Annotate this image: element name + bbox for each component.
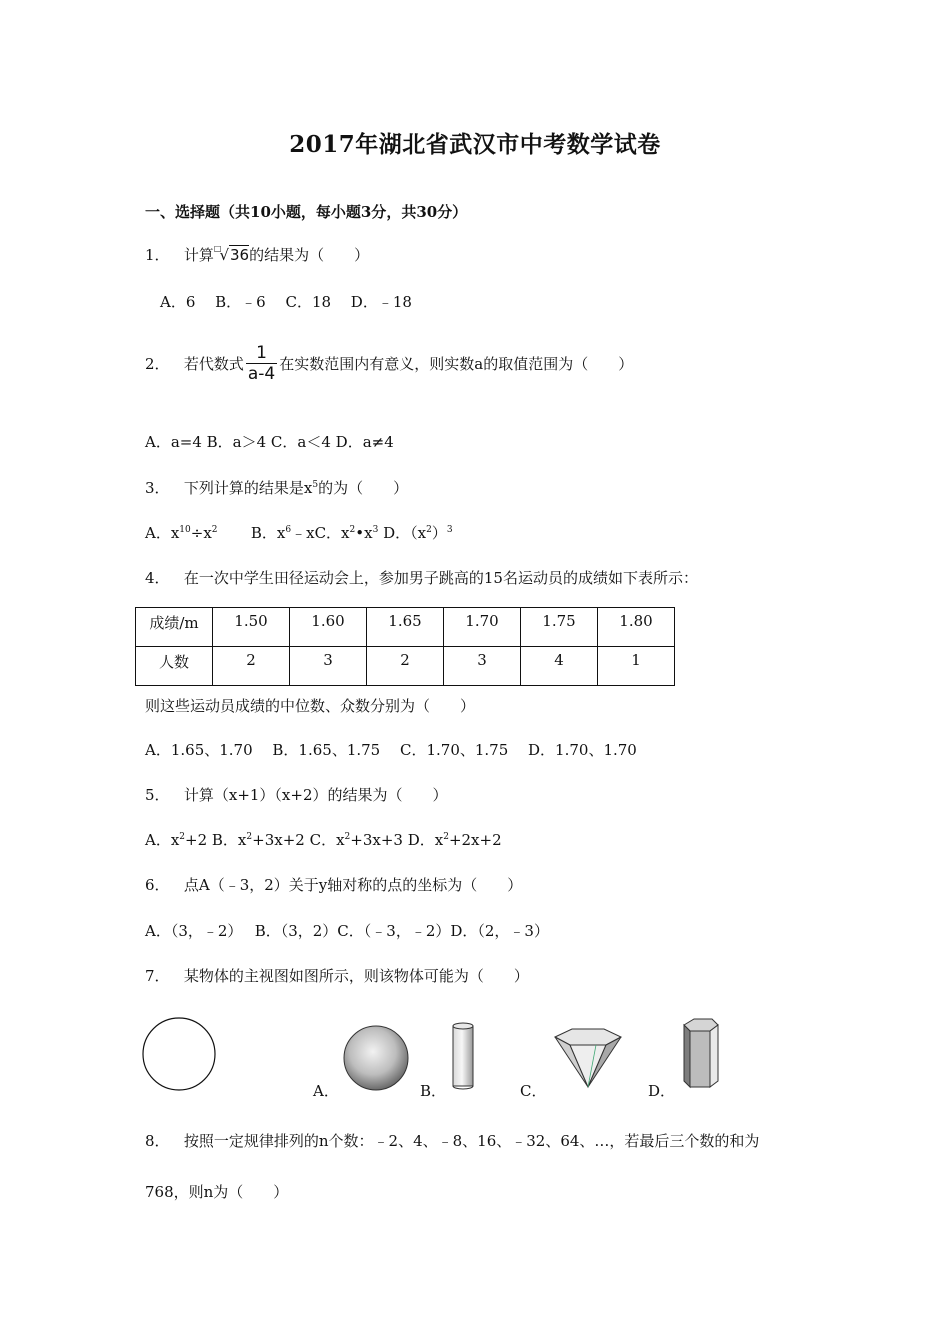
question-number: 6．: [145, 876, 170, 894]
exponent: 2: [246, 832, 253, 842]
section-heading: 一、选择题（共10小题，每小题3分，共30分）: [145, 203, 468, 221]
table-cell: 2: [367, 647, 444, 686]
table-cell: 1: [598, 647, 675, 686]
table-cell: 1.75: [521, 608, 598, 647]
question-text: 按照一定规律排列的n个数：﹣2、4、﹣8、16、﹣32、64、…，若最后三个数的和为: [183, 1132, 760, 1150]
fraction-denominator: a-4: [247, 364, 276, 384]
option-a-label: A．: [313, 1082, 339, 1100]
option-a-text: ÷x: [190, 524, 212, 542]
question-number: 2．: [145, 355, 170, 373]
question-text: 点A（﹣3，2）关于y轴对称的点的坐标为（ ）: [183, 876, 523, 894]
question-5-options: [145, 829, 502, 850]
question-text: 若代数式: [183, 355, 244, 373]
option-d-text: ）: [431, 524, 447, 542]
question-text: 某物体的主视图如图所示，则该物体可能为（ ）: [183, 967, 529, 985]
question-text: 计算（x+1）（x+2）的结果为（ ）: [183, 786, 448, 804]
option-d-label: D．: [648, 1082, 676, 1100]
exponent: 3: [372, 525, 379, 535]
table-row: [136, 608, 675, 647]
table-cell: 3: [444, 647, 521, 686]
sphere-figure: [340, 1022, 412, 1094]
option-c-label: C．: [520, 1082, 547, 1100]
exponent: 2: [443, 832, 449, 842]
option-d-text: +2x+2: [448, 831, 502, 849]
question-text-tail: 的为（ ）: [318, 479, 409, 497]
page-title: 2017年湖北省武汉市中考数学试卷: [289, 131, 661, 158]
question-number: 5．: [145, 786, 170, 804]
score-table: [135, 607, 675, 686]
option-c-text: •x: [355, 524, 373, 542]
question-text: 在一次中学生田径运动会上，参加男子跳高的15名运动员的成绩如下表所示：: [183, 569, 698, 587]
question-2: [145, 343, 633, 384]
table-cell: 1.60: [290, 608, 367, 647]
question-number: 4．: [145, 569, 170, 587]
question-number: 3．: [145, 479, 170, 497]
question-number: 1．: [145, 246, 170, 264]
exponent: 2: [349, 525, 356, 535]
question-1: [145, 244, 369, 265]
question-3-options: [145, 522, 453, 543]
option-a: A．x: [145, 524, 180, 542]
question-text-tail: 在实数范围内有意义，则实数a的取值范围为（ ）: [279, 355, 634, 373]
question-4: [145, 567, 698, 588]
table-cell: 1.50: [213, 608, 290, 647]
question-2-options: A．a=4 B．a＞4 C．a＜4 D．a≠4: [145, 433, 394, 451]
question-text-tail: 的结果为（ ）: [249, 246, 370, 264]
pyramid-figure: [550, 1025, 626, 1093]
exponent: 2: [211, 525, 218, 535]
option-d: D．（x: [383, 524, 427, 542]
exponent: 2: [344, 832, 351, 842]
option-c: ﹣xC．x: [291, 524, 350, 542]
cylinder-figure: [448, 1020, 478, 1092]
exponent: 5: [312, 480, 319, 490]
table-cell: 1.70: [444, 608, 521, 647]
table-cell: 3: [290, 647, 367, 686]
option-a: A．x: [145, 831, 180, 849]
question-4-prompt: 则这些运动员成绩的中位数、众数分别为（ ）: [145, 697, 476, 715]
question-8-continued: 768，则n为（ ）: [145, 1183, 289, 1201]
cube-root-expression: □√36: [213, 244, 250, 264]
question-7: [145, 965, 529, 986]
table-row: [136, 647, 675, 686]
table-cell: 1.80: [598, 608, 675, 647]
fraction: [246, 343, 277, 384]
table-cell: 1.65: [367, 608, 444, 647]
prism-figure: [676, 1015, 724, 1093]
table-cell: 4: [521, 647, 598, 686]
question-5: [145, 784, 448, 805]
question-number: 8．: [145, 1132, 170, 1150]
question-text: 计算: [183, 246, 214, 264]
root-index: □: [213, 244, 222, 253]
front-view-circle: [140, 1015, 220, 1095]
exponent: 2: [426, 525, 432, 535]
question-1-options: A．6 B．﹣6 C．18 D．﹣18: [160, 293, 412, 311]
option-c: +3x+2 C．x: [252, 831, 345, 849]
exponent: 10: [179, 525, 191, 535]
option-b-label: B．: [420, 1082, 447, 1100]
exponent: 2: [179, 832, 186, 842]
question-6: [145, 874, 522, 895]
option-b: B．x: [250, 524, 286, 542]
question-text: 下列计算的结果是x: [183, 479, 313, 497]
question-6-options: A．（3，﹣2） B．（3，2）C．（﹣3，﹣2）D．（2，﹣3）: [145, 922, 549, 940]
table-cell: 成绩/m: [136, 608, 213, 647]
exponent: 6: [285, 525, 292, 535]
option-d: +3x+3 D．x: [350, 831, 444, 849]
exponent: 3: [446, 525, 453, 535]
question-8: [145, 1130, 759, 1151]
option-b: +2 B．x: [185, 831, 247, 849]
table-cell: 2: [213, 647, 290, 686]
question-3: [145, 477, 408, 498]
fraction-numerator: 1: [246, 343, 277, 364]
table-cell: 人数: [136, 647, 213, 686]
question-number: 7．: [145, 967, 170, 985]
radicand: 36: [230, 246, 250, 264]
question-4-options: A．1.65、1.70 B．1.65、1.75 C．1.70、1.75 D．1.70、1.70: [145, 741, 637, 759]
